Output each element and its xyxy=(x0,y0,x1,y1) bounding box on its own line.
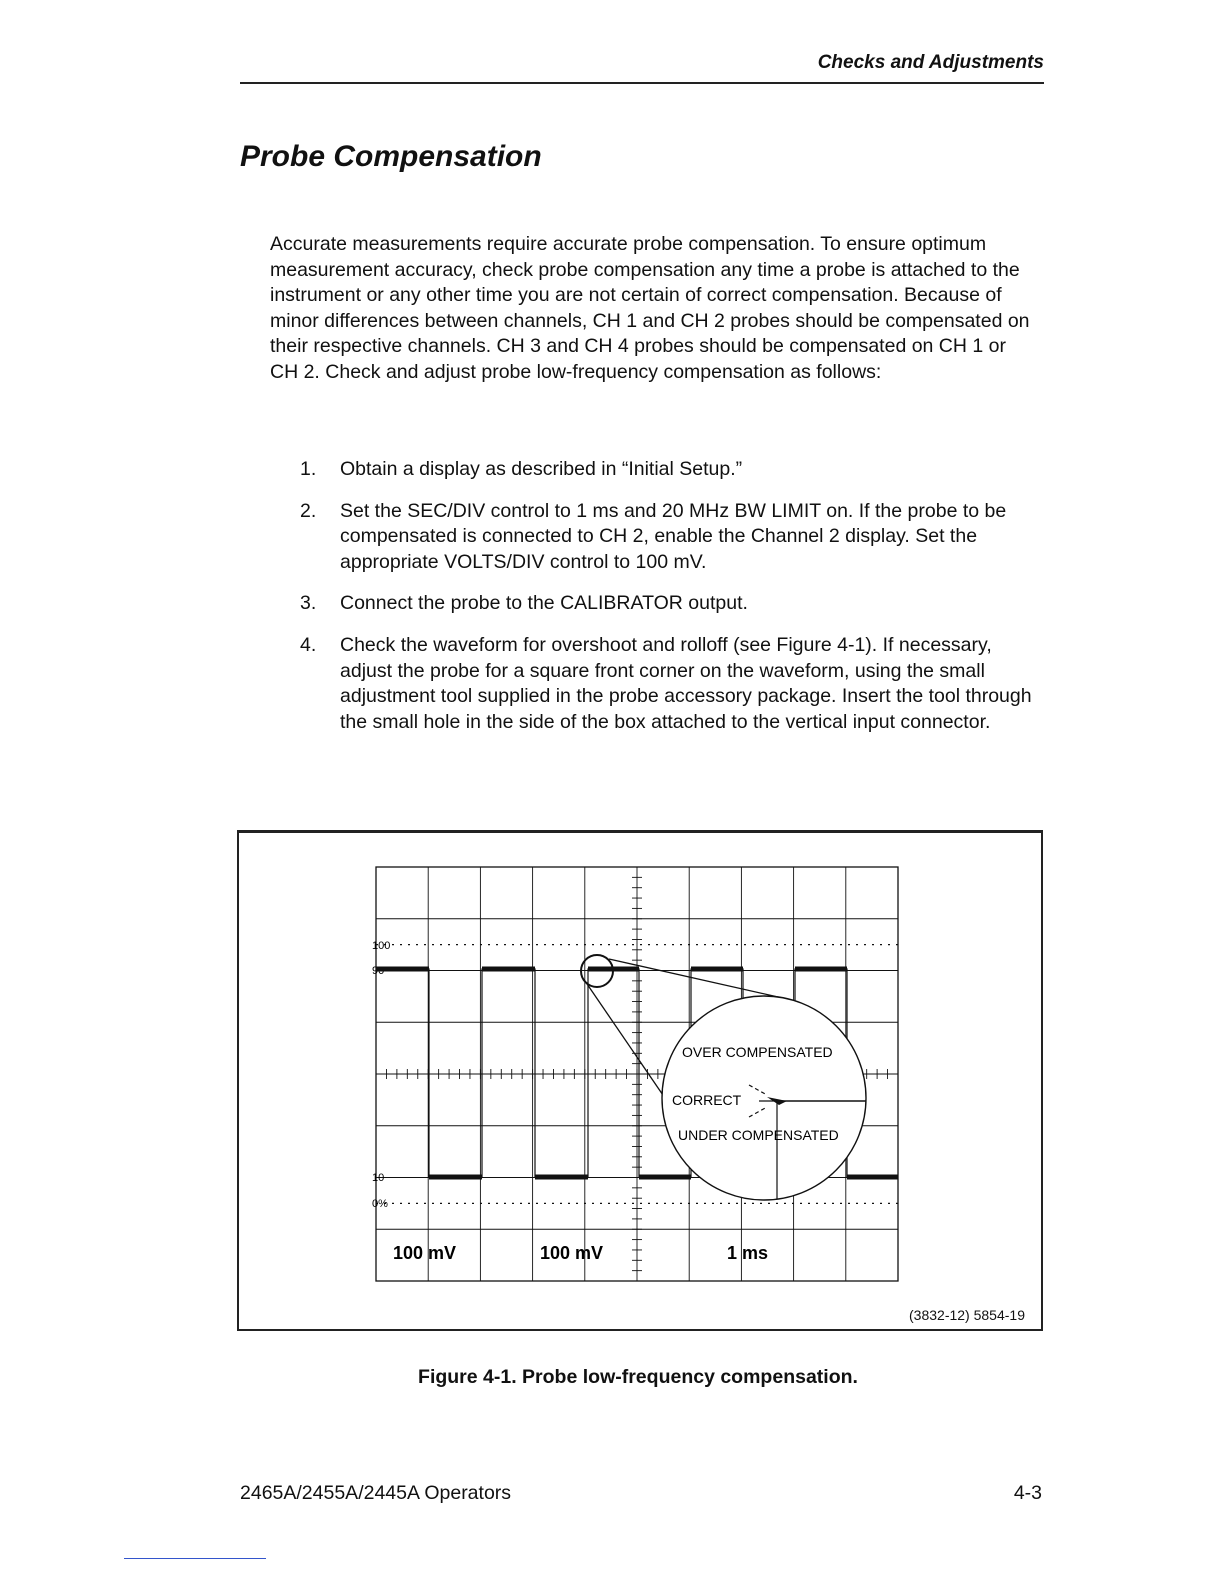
step-text: Connect the probe to the CALIBRATOR output. xyxy=(340,592,748,615)
label-10-percent: 10 xyxy=(372,1172,385,1184)
footer-manual-title: 2465A/2455A/2445A Operators xyxy=(240,1482,512,1504)
callout-under-compensated: UNDER COMPENSATED xyxy=(678,1127,839,1143)
footer-page-number: 4-3 xyxy=(1013,1482,1042,1504)
step-text: Set the SEC/DIV control to 1 ms and 20 MHz BW LIMIT on. If the probe to be compensated is connected to CH 2, enable the Channel 2 display. Set the appropriate VOLTS/DIV control to 100 mV. xyxy=(340,499,1007,573)
step-2 xyxy=(300,499,1045,576)
readout-ch2-volts: 100 mV xyxy=(540,1243,604,1263)
label-0-percent: 0% xyxy=(372,1198,388,1210)
section-title: Probe Compensation xyxy=(240,140,542,173)
callout-over-compensated: OVER COMPENSATED xyxy=(682,1044,833,1060)
header-rule xyxy=(240,82,1044,84)
oscilloscope-graticule-diagram xyxy=(239,833,1041,1329)
readout-ch1-volts: 100 mV xyxy=(393,1243,457,1263)
label-100-percent: 100 xyxy=(372,940,391,952)
step-text: Check the waveform for overshoot and rolloff (see Figure 4-1). If necessary, adjust the probe for a square front corner on the waveform, using the small adjustment tool supplied in the probe accessory package. Insert the tool through the small hole in the side of the box attached to the vertical input connector. xyxy=(340,633,1032,733)
magnifier-lead-line xyxy=(609,959,787,999)
step-1 xyxy=(300,457,1045,483)
callout-correct: CORRECT xyxy=(672,1092,742,1108)
figure-code: (3832-12) 5854-19 xyxy=(909,1307,1025,1323)
figure-caption: Figure 4-1. Probe low-frequency compensation. xyxy=(418,1366,858,1388)
intro-paragraph: Accurate measurements require accurate probe compensation. To ensure optimum measurement accuracy, check probe compensation any time a probe is attached to the instrument or any other time you are not certain of correct compensation. Because of minor differences between channels, CH 1 and CH 2 probes should be compensated on their respective channels. CH 3 and CH 4 probes should be compensated on CH 1 or CH 2. Check and adjust probe low-frequency compensation as follows: xyxy=(270,233,1030,383)
footer-link-underline xyxy=(124,1558,266,1559)
procedure-steps xyxy=(300,457,1045,751)
label-90-percent: 90 xyxy=(372,965,385,977)
step-text: Obtain a display as described in “Initial Setup.” xyxy=(340,458,743,480)
step-4 xyxy=(300,633,1045,735)
step-number: 1. xyxy=(300,458,317,480)
readout-sec-div: 1 ms xyxy=(727,1243,769,1263)
figure-box xyxy=(237,830,1043,1331)
step-number: 3. xyxy=(300,592,317,615)
magnifier-lead-line xyxy=(585,981,667,1101)
step-number: 2. xyxy=(300,499,317,522)
running-header: Checks and Adjustments xyxy=(817,52,1044,73)
step-number: 4. xyxy=(300,633,317,656)
step-3 xyxy=(300,591,1045,617)
